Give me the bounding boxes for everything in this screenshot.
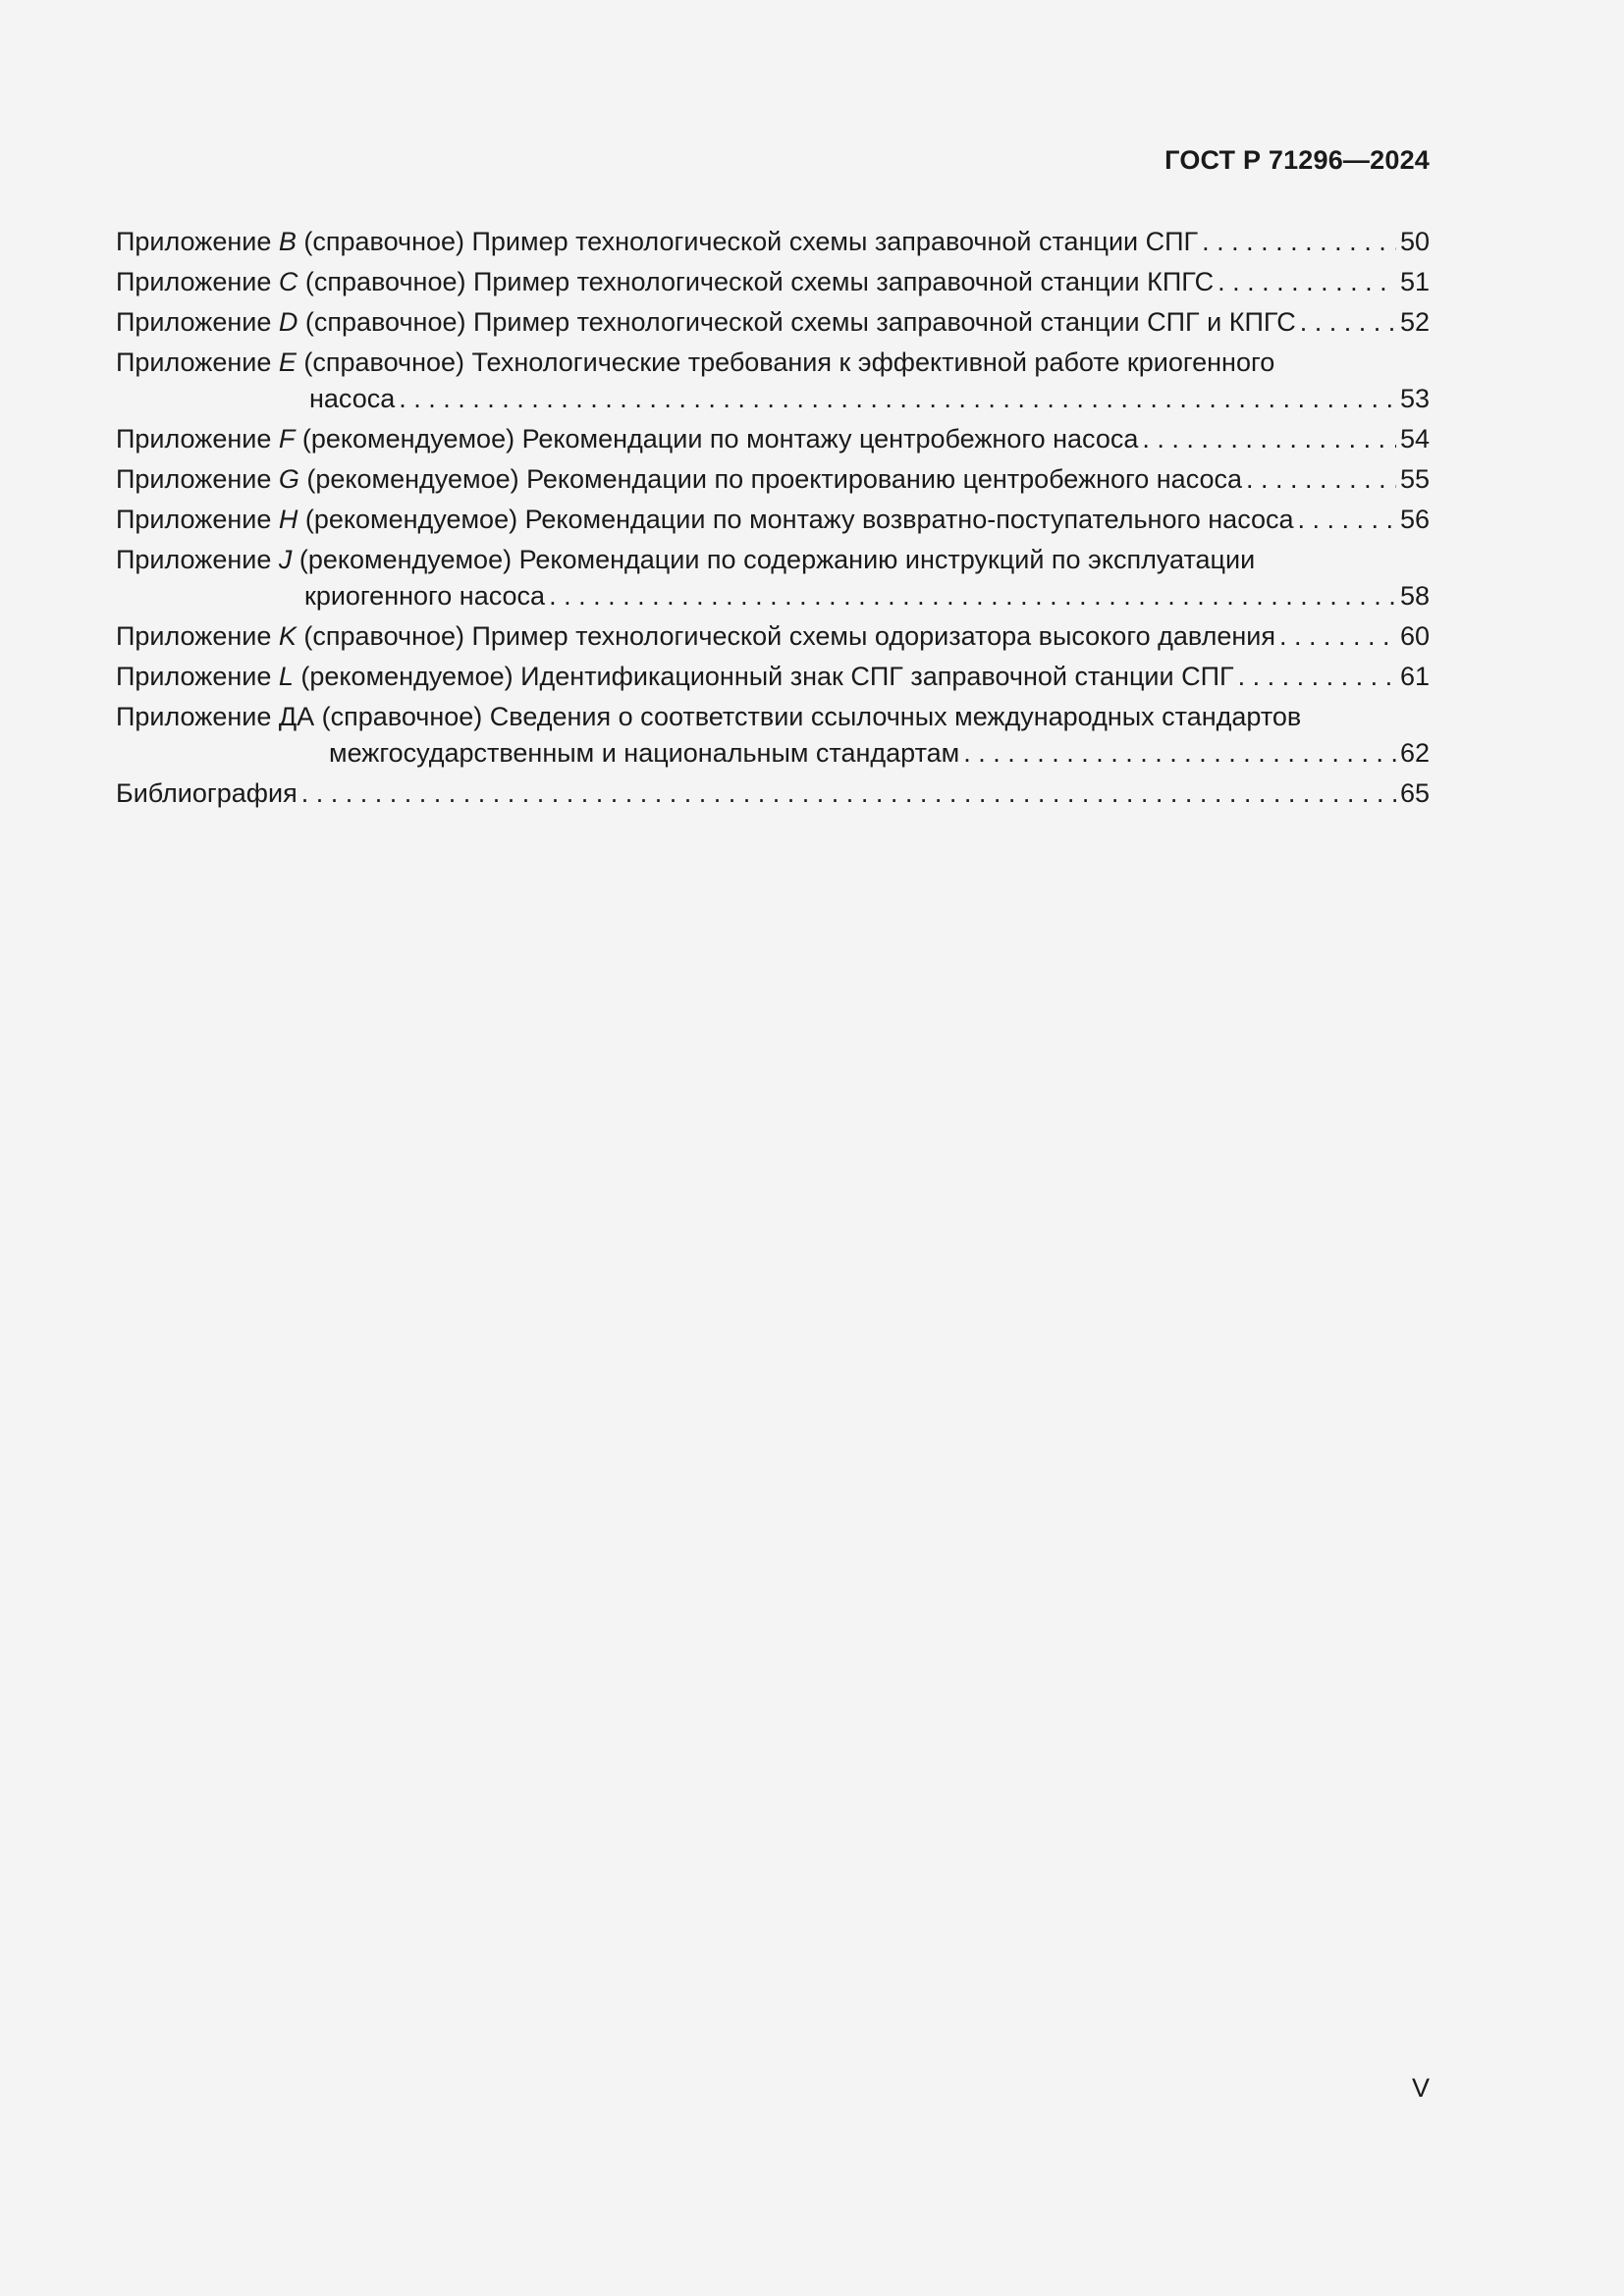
toc-entry-page: 56 (1399, 505, 1430, 534)
toc-entry[interactable] (116, 345, 1430, 417)
toc-entry-letter: D (278, 307, 298, 337)
page-number: V (1411, 2073, 1430, 2103)
toc-entry-prefix: Приложение (116, 227, 279, 256)
toc-entry-page: 62 (1399, 738, 1430, 768)
toc-entry-page: 50 (1399, 227, 1430, 256)
toc-entry-letter: B (278, 227, 297, 256)
toc-leader-dots (1218, 264, 1396, 300)
toc-entry-page: 52 (1399, 307, 1430, 337)
toc-entry-title-text: (рекомендуемое) Рекомендации по проектированию центробежного насоса (298, 464, 1243, 494)
toc-entry-prefix: Приложение (116, 662, 279, 691)
toc-leader-dots (399, 381, 1396, 417)
document-header: ГОСТ Р 71296—2024 (1164, 145, 1430, 175)
toc-entry-page: 55 (1399, 464, 1430, 494)
table-of-contents (116, 224, 1430, 816)
toc-leader-dots (1202, 224, 1396, 260)
toc-entry-page: 61 (1399, 662, 1430, 691)
toc-entry-page: 65 (1399, 778, 1430, 808)
toc-entry-letter: E (278, 347, 297, 377)
toc-entry[interactable] (116, 421, 1430, 457)
toc-leader-dots (1246, 461, 1396, 498)
toc-entry-title (116, 618, 1275, 655)
toc-entry-letter: H (278, 505, 298, 534)
toc-entry[interactable] (116, 699, 1430, 772)
toc-entry-prefix: Приложение (116, 424, 279, 454)
toc-entry-letter: J (278, 545, 293, 574)
toc-entry-page: 53 (1399, 384, 1430, 413)
toc-entry-title-text: (рекомендуемое) Рекомендации по монтажу возвратно-поступательного насоса (298, 505, 1294, 534)
toc-leader-dots (1300, 304, 1396, 341)
toc-entry[interactable] (116, 775, 1430, 812)
toc-entry-letter: F (278, 424, 296, 454)
toc-entry-prefix: Приложение (116, 347, 279, 377)
toc-entry-continuation: насоса (309, 384, 396, 413)
toc-entry-page: 54 (1399, 424, 1430, 454)
toc-entry-title (116, 421, 1138, 457)
toc-entry-title-text: (рекомендуемое) Идентификационный знак СПГ заправочной станции СПГ (293, 662, 1234, 691)
toc-entry-title (116, 699, 1301, 735)
toc-entry-prefix: Приложение (116, 267, 279, 296)
toc-leader-dots (1142, 421, 1396, 457)
toc-entry-prefix: Приложение (116, 505, 279, 534)
toc-entry-title (116, 659, 1234, 695)
toc-entry-title-text: (справочное) Сведения о соответствии ссылочных международных стандартов (314, 702, 1302, 731)
toc-entry-prefix: Приложение (116, 621, 279, 651)
toc-entry-page: 51 (1399, 267, 1430, 296)
toc-entry-page: 60 (1399, 621, 1430, 651)
toc-entry[interactable] (116, 659, 1430, 695)
toc-entry-title-text: (справочное) Пример технологической схемы заправочной станции СПГ (296, 227, 1199, 256)
toc-entry-letter: L (278, 662, 294, 691)
toc-entry-letter: K (278, 621, 297, 651)
toc-entry-title (116, 264, 1214, 300)
toc-leader-dots (301, 775, 1396, 812)
toc-leader-dots (549, 578, 1396, 614)
toc-entry-title (116, 775, 298, 812)
toc-entry-prefix: Приложение (116, 545, 279, 574)
toc-leader-dots (1279, 618, 1396, 655)
toc-leader-dots (1238, 659, 1396, 695)
toc-entry-prefix: Приложение ДА (116, 702, 315, 731)
toc-entry[interactable] (116, 502, 1430, 538)
toc-entry-letter: G (278, 464, 299, 494)
toc-entry-prefix: Библиография (116, 778, 298, 808)
toc-entry-continuation: криогенного насоса (304, 581, 546, 611)
toc-leader-dots (1298, 502, 1396, 538)
toc-entry[interactable] (116, 461, 1430, 498)
toc-entry-title (116, 502, 1294, 538)
toc-entry-title-text: (справочное) Пример технологической схемы одоризатора высокого давления (296, 621, 1275, 651)
toc-leader-dots (963, 735, 1396, 772)
toc-entry[interactable] (116, 618, 1430, 655)
toc-entry-title-text: (справочное) Пример технологической схемы заправочной станции КПГС (298, 267, 1215, 296)
toc-entry-title-text: (рекомендуемое) Рекомендации по содержанию инструкций по эксплуатации (292, 545, 1256, 574)
toc-entry-title (116, 461, 1242, 498)
toc-entry[interactable] (116, 224, 1430, 260)
toc-entry-title-text: (справочное) Пример технологической схемы заправочной станции СПГ и КПГС (298, 307, 1296, 337)
toc-entry-page: 58 (1399, 581, 1430, 611)
toc-entry-title (116, 542, 1255, 578)
toc-entry-prefix: Приложение (116, 464, 279, 494)
toc-entry-continuation: межгосударственным и национальным стандартам (329, 738, 960, 768)
toc-entry-title (116, 345, 1274, 381)
toc-entry-title-text: (справочное) Технологические требования к эффективной работе криогенного (296, 347, 1275, 377)
toc-entry-title (116, 224, 1198, 260)
toc-entry-title-text: (рекомендуемое) Рекомендации по монтажу центробежного насоса (295, 424, 1139, 454)
toc-entry-title (116, 304, 1296, 341)
toc-entry[interactable] (116, 264, 1430, 300)
toc-entry[interactable] (116, 304, 1430, 341)
toc-entry-prefix: Приложение (116, 307, 279, 337)
toc-entry[interactable] (116, 542, 1430, 614)
toc-entry-letter: C (278, 267, 298, 296)
